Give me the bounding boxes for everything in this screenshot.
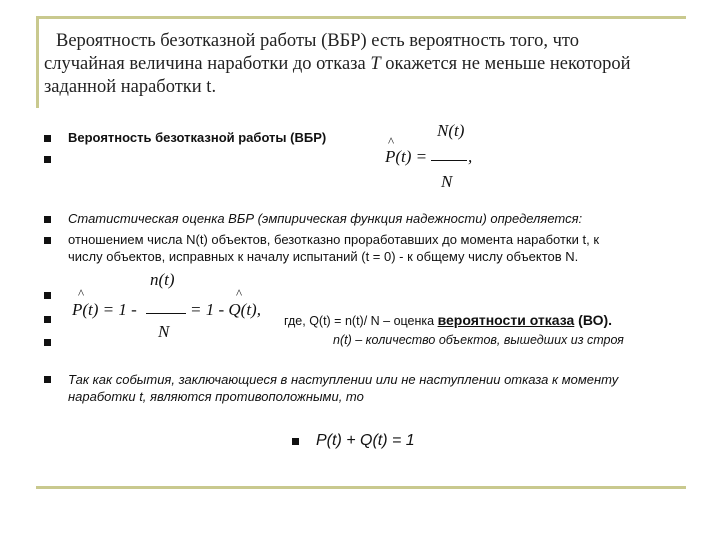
formula2-where-tail: (ВО). [574, 312, 613, 328]
formula1-comma: , [468, 147, 473, 166]
frame-top-line [36, 16, 686, 19]
intro-paragraph [44, 30, 674, 99]
formula2-numerator: n(t) [150, 270, 175, 289]
intro-line-2-tail: окажется не меньше некоторой [380, 54, 631, 74]
frame-bottom-line [36, 486, 686, 489]
formula2-fraction-bar [146, 313, 186, 314]
identity-formula: P(t) + Q(t) = 1 [316, 432, 415, 449]
events-line-1: Так как события, заключающиеся в наступлении или не наступлении отказа к моменту [68, 372, 619, 387]
bullet-square-icon [44, 237, 51, 244]
bullet-square-icon [44, 316, 51, 323]
formula2-part1: P(t) = 1 - [72, 300, 137, 319]
intro-line-2 [44, 53, 674, 76]
formula1-denominator: N [441, 172, 453, 191]
vbr-label: Вероятность безотказной работы (ВБР) [68, 130, 327, 145]
failure-probability-term: вероятности отказа [437, 312, 575, 328]
formula1-numerator: N(t) [437, 121, 465, 140]
estimate-line-1-text: Статистическая оценка ВБР (эмпирическая функция надежности) определяется: [68, 211, 583, 226]
intro-variable-T: T [370, 54, 381, 74]
formula2-where [284, 312, 612, 330]
formula1-fraction-bar [431, 160, 467, 161]
formula2-part2: = 1 - Q(t), [190, 300, 261, 319]
intro-line-3: заданной наработки t. [44, 77, 217, 97]
bullet-square-icon [44, 135, 51, 142]
intro-line-2-text: случайная величина наработки до отказа [44, 54, 371, 74]
bullet-square-icon [44, 156, 51, 163]
formula2-where-text: где, Q(t) = n(t)/ N – оценка [284, 314, 438, 328]
bullet-square-icon [44, 292, 51, 299]
bullet-square-icon [44, 376, 51, 383]
events-line-2: наработки t, являются противоположными, то [68, 389, 364, 404]
formula2-hat-p: ^ [78, 286, 85, 301]
failed-count-note: n(t) – количество объектов, вышедших из строя [333, 333, 624, 347]
estimate-line-2: отношением числа N(t) объектов, безотказно проработавших до момента наработки t, к [68, 232, 600, 247]
bullet-square-icon [292, 438, 299, 445]
formula1-lhs: P(t) = [385, 147, 428, 166]
bullet-square-icon [44, 339, 51, 346]
frame-left-line [36, 16, 39, 108]
formula2-hat-q: ^ [236, 286, 243, 301]
formula2-denominator: N [158, 322, 170, 341]
estimate-line-1 [68, 210, 582, 227]
estimate-line-3: числу объектов, исправных к началу испытаний (t = 0) - к общему числу объектов N. [68, 249, 579, 264]
intro-line-1: Вероятность безотказной работы (ВБР) есть вероятность того, что [56, 31, 579, 51]
formula1-hat: ^ [388, 134, 395, 149]
bullet-square-icon [44, 216, 51, 223]
